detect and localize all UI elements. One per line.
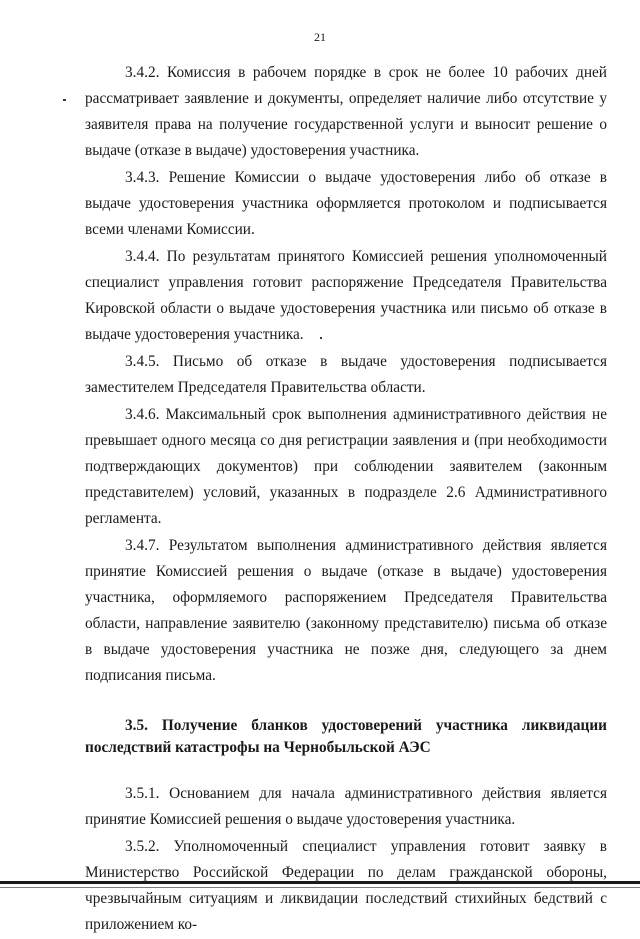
scan-bottom-edge-shadow — [0, 887, 640, 888]
paragraph-3-4-4: 3.4.4. По результатам принятого Комиссией решения уполномоченный специалист управления готовит распоряжение Председателя Правительства Кировской области о выдаче удостоверения участника или письмо об отказе в выдаче удостоверения участника. — [85, 248, 607, 343]
paragraph-3-4-5: 3.4.5. Письмо об отказе в выдаче удостоверения подписывается заместителем Председателя Правительства области. — [85, 353, 607, 396]
paragraph-3-4-7: 3.4.7. Результатом выполнения административного действия является принятие Комиссией решения о выдаче (отказе в выдаче) удостоверения участника, оформляемого распоряжением Председателя Правительства области, направление заявителю (законному представителю) письма об отказе в выдаче удостоверения участника не позже дня, следующего за днем подписания письма. — [85, 537, 607, 684]
document-body — [85, 60, 607, 939]
paragraph-3-5-1: 3.5.1. Основанием для начала административного действия является принятие Комиссией решения о выдаче удостоверения участника. — [85, 785, 607, 828]
paragraph-3-4-6: 3.4.6. Максимальный срок выполнения административного действия не превышает одного месяца со дня регистрации заявления и (при необходимости подтверждающих документов) при соблюдении заявителем (законным представителем) условий, указанных в подразделе 2.6 Административного регламента. — [85, 406, 607, 527]
scan-speck — [320, 337, 322, 339]
scan-bottom-edge — [0, 881, 640, 884]
paragraph-3-4-3: 3.4.3. Решение Комиссии о выдаче удостоверения либо об отказе в выдаче удостоверения участника оформляется протоколом и подписывается всеми членами Комиссии. — [85, 169, 607, 238]
paragraph-3-4-2: 3.4.2. Комиссия в рабочем порядке в срок не более 10 рабочих дней рассматривает заявление и документы, определяет наличие либо отсутствие у заявителя права на получение государственной услуги и выносит решение о выдаче (отказе в выдаче) удостоверения участника. — [85, 64, 607, 159]
page-number: 21 — [314, 30, 326, 44]
paragraph-3-5-2: 3.5.2. Уполномоченный специалист управления готовит заявку в Министерство Российской Федерации по делам гражданской обороны, чрезвычайным ситуациям и ликвидации последствий стихийных бедствий с приложением ко- — [85, 838, 607, 933]
scan-speck — [63, 99, 66, 101]
section-heading-3-5: 3.5. Получение бланков удостоверений участника ликвидации последствий катастрофы на Чернобыльской АЭС — [85, 717, 607, 756]
